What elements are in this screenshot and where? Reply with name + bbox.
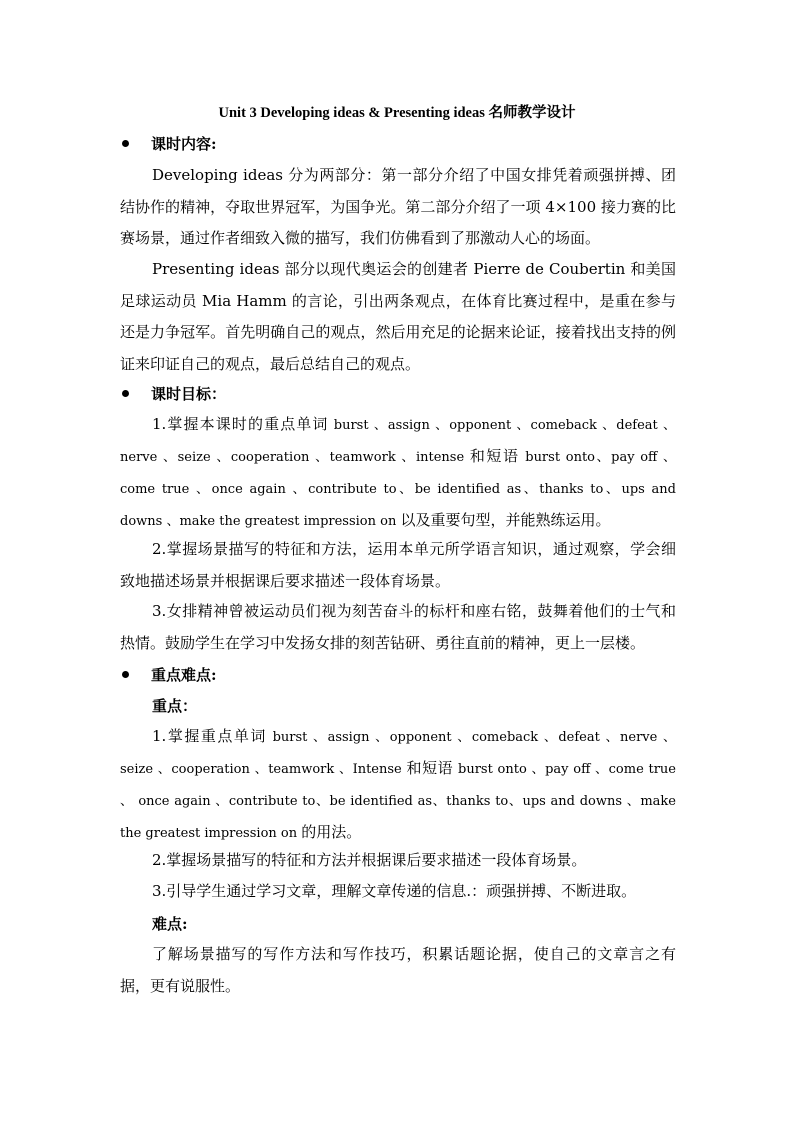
goal-text: 以及重要句型，并能熟练运用。 (400, 510, 611, 529)
section-heading-key-difficult (120, 664, 217, 685)
goal-item-3: 3.女排精神曾被运动员们视为刻苦奋斗的标杆和座右铭，鼓舞着他们的士气和热情。鼓励学生在学习中发扬女排的刻苦钻研、勇往直前的精神，更上一层楼。 (120, 602, 676, 652)
goal-text: 和短语 (469, 447, 520, 466)
goal-words: burst 、assign 、opponent 、comeback 、defeat 、nerve 、seize 、cooperation 、teamwork 、intense (120, 418, 676, 466)
difficult-point-1: 了解场景描写的写作方法和写作技巧，积累话题论据，使自己的文章言之有据，更有说服性。 (120, 945, 676, 995)
document-title: Unit 3 Developing ideas & Presenting ideas 名师教学设计 (218, 105, 576, 121)
section-heading-lesson-goals (120, 383, 226, 404)
goal-phrases: burst onto、pay off 、come true 、once again 、contribute to、be identified as、thanks to、ups and downs 、make the greatest impression on (120, 450, 676, 529)
heading-text: 课时内容: (151, 135, 217, 153)
key-phrases: burst onto 、pay off 、come true 、 once again 、contribute to、be identified as、thanks to、ups and downs 、make the greatest impression on (120, 762, 676, 841)
bullet-icon (122, 140, 129, 147)
key-text: 1.掌握重点单词 (152, 727, 267, 745)
heading-text: 课时目标： (151, 385, 227, 403)
subheading-key-points: 重点： (152, 697, 198, 715)
subheading-difficult-points: 难点: (152, 915, 188, 933)
section-heading-lesson-content (120, 133, 217, 154)
key-point-2: 2.掌握场景描写的特征和方法并根据课后要求描述一段体育场景。 (152, 851, 587, 869)
goal-item-2: 2.掌握场景描写的特征和方法，运用本单元所学语言知识，通过观察，学会细致地描述场景并根据课后要求描述一段体育场景。 (120, 540, 676, 590)
bullet-icon (122, 390, 129, 397)
key-point-3: 3.引导学生通过学习文章，理解文章传递的信息.：顽强拼搏、不断进取。 (152, 882, 637, 900)
goal-text: 1.掌握本课时的重点单词 (152, 415, 329, 433)
key-text: 和短语 (406, 759, 454, 778)
heading-text: 重点难点: (151, 666, 217, 684)
key-text: 的用法。 (301, 822, 362, 841)
key-words: burst 、assign 、opponent 、comeback 、defeat 、nerve 、seize 、cooperation 、teamwork 、Intense (120, 730, 676, 778)
bullet-icon (122, 671, 129, 678)
paragraph-developing-ideas: Developing ideas 分为两部分：第一部分介绍了中国女排凭着顽强拼搏、团结协作的精神，夺取世界冠军，为国争光。第二部分介绍了一项 4×100 接力赛的比赛场景，通过作者细致入微的描写，我们仿佛看到了那激动人心的场面。 (120, 166, 676, 247)
key-point-1 (120, 721, 676, 849)
paragraph-presenting-ideas: Presenting ideas 部分以现代奥运会的创建者 Pierre de Coubertin 和美国足球运动员 Mia Hamm 的言论，引出两条观点，在体育比赛过程中，是重在参与还是力争冠军。首先明确自己的观点，然后用充足的论据来论证，接着找出支持的例证来印证自己的观点，最后总结自己的观点。 (120, 260, 676, 373)
goal-item-1 (120, 409, 676, 537)
